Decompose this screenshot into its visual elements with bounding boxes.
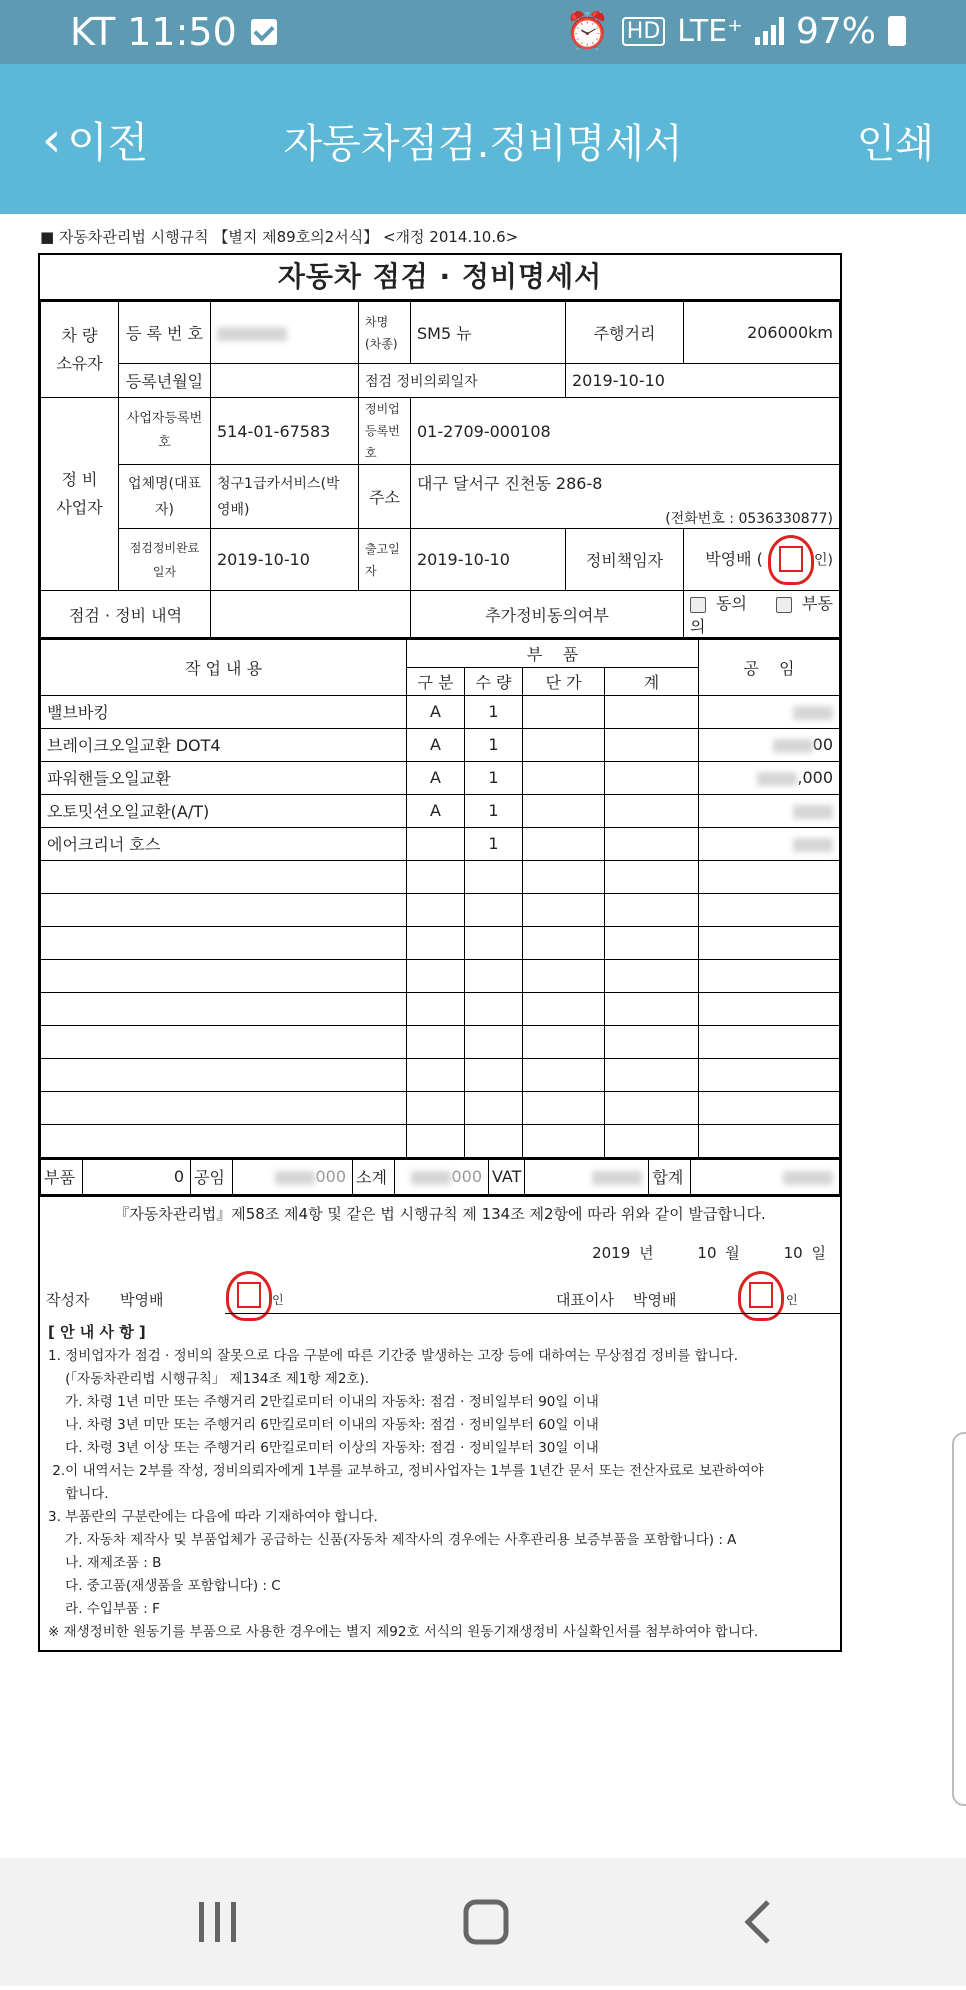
work-labor-cell <box>699 1058 840 1091</box>
battery-icon <box>888 16 906 46</box>
work-type-cell <box>407 827 465 860</box>
manager-label: 정비책임자 <box>566 529 684 591</box>
owner-business-table <box>40 301 840 638</box>
work-qty-cell: 1 <box>465 761 523 794</box>
guide-notes <box>40 1317 840 1650</box>
document-title: 자동차 점검 · 정비명세서 <box>40 255 840 301</box>
owner-section-label: 차 량 소유자 <box>41 302 119 398</box>
work-total-cell <box>605 1091 699 1124</box>
business-section-label: 정 비 사업자 <box>41 398 119 591</box>
work-name-cell <box>41 926 407 959</box>
work-rows <box>41 695 840 1157</box>
manager-cell: 박영배 ( 인) <box>684 529 840 591</box>
work-labor-cell <box>699 893 840 926</box>
redacted-amount <box>793 838 833 852</box>
scroll-handle[interactable] <box>952 1432 966 1806</box>
work-name-cell: 오토밋션오일교환(A/T) <box>41 794 407 827</box>
work-labor-cell <box>699 1091 840 1124</box>
work-labor-cell <box>699 827 840 860</box>
redacted-amount <box>793 706 833 720</box>
total-label: 합계 <box>649 1159 691 1195</box>
work-total-cell <box>605 728 699 761</box>
work-qty-cell: 1 <box>465 794 523 827</box>
labor-header: 공 임 <box>699 639 840 695</box>
extra-consent-label: 추가정비동의여부 <box>411 591 684 638</box>
car-name-value: SM5 뉴 <box>411 302 566 364</box>
release-date-value: 2019-10-10 <box>411 529 566 591</box>
work-name-cell <box>41 893 407 926</box>
subtotal-cell <box>395 1159 489 1195</box>
work-total-cell <box>605 827 699 860</box>
parts-header: 부 품 <box>407 639 699 667</box>
work-labor-cell <box>699 728 840 761</box>
work-type-cell: A <box>407 695 465 728</box>
guide-line: 3. 부품란의 구분란에는 다음에 따라 기재하여야 합니다. <box>48 1509 378 1525</box>
status-bar <box>0 0 966 64</box>
parts-sum-label: 부품 <box>41 1159 83 1195</box>
work-labor-cell <box>699 794 840 827</box>
guide-line: 가. 차령 1년 미만 또는 주행거리 2만킬로미터 이내의 자동차: 점검 · 정비일부터 90일 이내 <box>48 1394 599 1410</box>
work-unit-cell <box>523 926 605 959</box>
work-qty-cell: 1 <box>465 695 523 728</box>
vat-label: VAT <box>489 1159 525 1195</box>
issue-year-label: 년 <box>639 1244 654 1262</box>
company-value: 청구1급카서비스(박영배) <box>211 465 359 529</box>
work-total-cell <box>605 893 699 926</box>
work-labor-cell <box>699 959 840 992</box>
work-unit-cell <box>523 1058 605 1091</box>
work-name-cell: 브레이크오일교환 DOT4 <box>41 728 407 761</box>
work-name-cell <box>41 1091 407 1124</box>
ceo-in-label: 인 <box>786 1293 798 1307</box>
guide-line: 다. 중고품(재생품을 포함합니다) : C <box>48 1578 281 1594</box>
work-row <box>41 794 840 827</box>
unit-price-header: 단 가 <box>523 667 605 695</box>
subtotal-label: 소계 <box>353 1159 395 1195</box>
work-total-cell <box>605 1058 699 1091</box>
work-row <box>41 827 840 860</box>
work-name-cell <box>41 1025 407 1058</box>
work-row-empty <box>41 992 840 1025</box>
ceo-underline <box>730 1313 840 1314</box>
work-unit-cell <box>523 761 605 794</box>
work-unit-cell <box>523 827 605 860</box>
release-label: 출고일자 <box>359 529 411 591</box>
work-qty-cell <box>465 1058 523 1091</box>
work-type-cell <box>407 992 465 1025</box>
work-labor-cell <box>699 926 840 959</box>
work-qty-cell <box>465 1091 523 1124</box>
issue-month-label: 월 <box>725 1244 740 1262</box>
mileage-label: 주행거리 <box>566 302 684 364</box>
maint-reg-value: 01-2709-000108 <box>411 398 840 465</box>
work-name-cell <box>41 959 407 992</box>
nav-icons <box>0 1858 966 1986</box>
agree-checkbox[interactable] <box>690 597 706 613</box>
work-header: 작 업 내 용 <box>41 639 407 695</box>
work-row <box>41 761 840 794</box>
work-unit-cell <box>523 959 605 992</box>
work-name-cell <box>41 1058 407 1091</box>
lte-indicator: LTE⁺ <box>677 13 743 49</box>
vat-value <box>525 1159 649 1195</box>
navigation-bar <box>0 1858 966 1986</box>
work-type-cell: A <box>407 728 465 761</box>
guide-line: (「자동차관리법 시행규칙」 제134조 제1항 제2호). <box>48 1371 370 1387</box>
chevron-left-icon: ‹ <box>42 112 62 168</box>
writer-in-label: 인 <box>272 1293 284 1307</box>
labor-sum-value: 000 <box>315 1167 346 1187</box>
work-name-cell: 파워핸들오일교환 <box>41 761 407 794</box>
disagree-checkbox[interactable] <box>776 597 792 613</box>
page-title: 자동차점검.정비명세서 <box>283 121 683 167</box>
work-qty-cell <box>465 893 523 926</box>
labor-amount: ,000 <box>797 768 833 787</box>
guide-line: 가. 자동차 제작사 및 부품업체가 공급하는 신품(자동차 제작사의 경우에는 사후관리용 보증부품을 포함합니다) : A <box>48 1532 737 1548</box>
work-labor-cell <box>699 860 840 893</box>
reg-date-value <box>211 364 359 398</box>
guide-line: 나. 차령 3년 미만 또는 주행거리 6만킬로미터 이내의 자동차: 점검 · 정비일부터 60일 이내 <box>48 1417 599 1433</box>
guide-line: 합니다. <box>48 1486 109 1502</box>
ceo-label: 대표이사 <box>556 1291 614 1309</box>
work-row-empty <box>41 926 840 959</box>
work-total-cell <box>605 926 699 959</box>
biz-reg-value: 514-01-67583 <box>211 398 359 465</box>
work-row <box>41 695 840 728</box>
reg-no-value <box>211 302 359 364</box>
work-row-empty <box>41 1058 840 1091</box>
battery-percent: 97% <box>795 10 876 52</box>
type-header: 구 분 <box>407 667 465 695</box>
guide-lines <box>48 1345 832 1644</box>
issue-month: 10 <box>697 1244 717 1262</box>
issue-date <box>40 1224 840 1263</box>
totals-table <box>40 1158 840 1196</box>
work-qty-cell: 1 <box>465 728 523 761</box>
guide-line: 라. 수입부품 : F <box>48 1601 160 1617</box>
redacted-amount <box>773 739 813 753</box>
work-row-empty <box>41 1091 840 1124</box>
work-name-cell: 에어크리너 호스 <box>41 827 407 860</box>
work-total-cell <box>605 794 699 827</box>
work-unit-cell <box>523 794 605 827</box>
form-header-note: ■ 자동차관리법 시행규칙 【별지 제89호의2서식】 <개정 2014.10.6> <box>40 228 519 246</box>
work-row-empty <box>41 893 840 926</box>
work-unit-cell <box>523 992 605 1025</box>
work-total-cell <box>605 695 699 728</box>
work-qty-cell <box>465 860 523 893</box>
work-name-cell: 밸브바킹 <box>41 695 407 728</box>
details-value <box>211 591 411 638</box>
done-date-label: 점검정비완료일자 <box>119 529 211 591</box>
labor-sum-label: 공임 <box>191 1159 233 1195</box>
consent-options <box>684 591 840 638</box>
redacted-amount <box>757 772 797 786</box>
inspection-statement-document <box>38 226 840 1652</box>
work-table <box>40 638 840 1158</box>
labor-amount: 00 <box>812 735 833 754</box>
work-qty-cell <box>465 1025 523 1058</box>
work-total-cell <box>605 761 699 794</box>
work-labor-cell <box>699 761 840 794</box>
parts-total-header: 계 <box>605 667 699 695</box>
agree-label: 동의 <box>716 594 747 613</box>
issue-day-label: 일 <box>811 1244 826 1262</box>
car-name-label: 차명(차종) <box>359 302 411 364</box>
issue-text: 『자동차관리법』제58조 제4항 및 같은 법 시행규칙 제 134조 제2항에 따라 위와 같이 발급합니다. <box>114 1205 766 1223</box>
reg-no-label: 등 록 번 호 <box>119 302 211 364</box>
signal-icon <box>755 17 784 45</box>
work-unit-cell <box>523 1025 605 1058</box>
seal-suffix: 인) <box>814 552 833 568</box>
signature-row <box>40 1267 840 1317</box>
address-value: 대구 달서구 진천동 286-8 <box>417 474 603 493</box>
work-row-empty <box>41 1025 840 1058</box>
address-cell <box>411 465 840 529</box>
work-type-cell <box>407 1058 465 1091</box>
seal-stamp-icon <box>768 535 814 585</box>
work-type-cell <box>407 926 465 959</box>
hd-voice-icon: HD <box>622 17 665 46</box>
request-date-label: 점검 정비의뢰일자 <box>359 364 566 398</box>
work-unit-cell <box>523 695 605 728</box>
work-type-cell <box>407 860 465 893</box>
work-row-empty <box>41 1124 840 1157</box>
work-qty-cell <box>465 959 523 992</box>
home-icon[interactable] <box>466 1902 506 1942</box>
work-row <box>41 728 840 761</box>
work-row-empty <box>41 959 840 992</box>
issue-year: 2019 <box>592 1244 631 1262</box>
carrier-time: KT 11:50 <box>70 10 237 54</box>
work-name-cell <box>41 992 407 1025</box>
work-name-cell <box>41 1124 407 1157</box>
disagree-label: 부동의 <box>690 594 833 636</box>
work-type-cell <box>407 959 465 992</box>
parts-sum-value: 0 <box>83 1159 191 1195</box>
work-type-cell <box>407 1124 465 1157</box>
issue-day: 10 <box>783 1244 803 1262</box>
work-unit-cell <box>523 893 605 926</box>
work-type-cell: A <box>407 761 465 794</box>
work-qty-cell: 1 <box>465 827 523 860</box>
work-type-cell <box>407 893 465 926</box>
mileage-value: 206000km <box>684 302 840 364</box>
guide-line: 나. 재제조품 : B <box>48 1555 162 1571</box>
work-labor-cell <box>699 992 840 1025</box>
guide-line: 다. 차령 3년 이상 또는 주행거리 6만킬로미터 이상의 자동차: 점검 · 정비일부터 30일 이내 <box>48 1440 599 1456</box>
writer-label: 작성자 <box>46 1291 90 1309</box>
redacted-amount <box>793 805 833 819</box>
work-qty-cell <box>465 1124 523 1157</box>
work-total-cell <box>605 959 699 992</box>
work-labor-cell <box>699 695 840 728</box>
ceo-name: 박영배 <box>633 1291 677 1309</box>
phone-value: (전화번호 : 0536330877) <box>665 511 833 527</box>
maint-reg-label: 정비업등록번호 <box>359 398 411 465</box>
alarm-icon: ⏰ <box>564 11 610 52</box>
print-button[interactable]: 인쇄 <box>856 121 934 167</box>
guide-line: 2.이 내역서는 2부를 작성, 정비의뢰자에게 1부를 교부하고, 정비사업자는 1부를 1년간 문서 또는 전산자료로 보관하여야 <box>48 1463 764 1479</box>
work-total-cell <box>605 992 699 1025</box>
work-unit-cell <box>523 1124 605 1157</box>
statement-sheet <box>38 253 842 1652</box>
work-unit-cell <box>523 860 605 893</box>
back-nav-icon[interactable] <box>748 1902 768 1942</box>
writer-name: 박영배 <box>120 1291 164 1309</box>
company-label: 업체명(대표자) <box>119 465 211 529</box>
work-qty-cell <box>465 992 523 1025</box>
guide-line: 1. 정비업자가 점검 · 정비의 잘못으로 다음 구분에 따른 기간중 발생하는 고장 등에 대하여는 무상점검 정비를 합니다. <box>48 1348 739 1364</box>
done-date-value: 2019-10-10 <box>211 529 359 591</box>
back-label: 이전 <box>67 118 149 167</box>
work-unit-cell <box>523 728 605 761</box>
biz-reg-label: 사업자등록번호 <box>119 398 211 465</box>
work-total-cell <box>605 1124 699 1157</box>
work-total-cell <box>605 1025 699 1058</box>
guide-title: [ 안 내 사 항 ] <box>48 1323 146 1341</box>
qty-header: 수 량 <box>465 667 523 695</box>
manager-value: 박영배 <box>705 549 752 568</box>
work-total-cell <box>605 860 699 893</box>
work-type-cell <box>407 1025 465 1058</box>
work-labor-cell <box>699 1124 840 1157</box>
work-labor-cell <box>699 1025 840 1058</box>
reg-date-label: 등록년월일 <box>119 364 211 398</box>
address-label: 주소 <box>359 465 411 529</box>
writer-underline <box>225 1313 740 1314</box>
checkbox-notification-icon <box>251 19 277 45</box>
request-date-value: 2019-10-10 <box>566 364 840 398</box>
work-qty-cell <box>465 926 523 959</box>
app-bar <box>0 64 966 214</box>
subtotal-value: 000 <box>451 1167 482 1187</box>
details-label: 점검 · 정비 내역 <box>41 591 211 638</box>
issue-section <box>40 1195 840 1650</box>
work-name-cell <box>41 860 407 893</box>
work-type-cell <box>407 1091 465 1124</box>
guide-line: ※ 재생정비한 원동기를 부품으로 사용한 경우에는 별지 제92호 서식의 원동기재생정비 사실확인서를 첨부하여야 합니다. <box>48 1624 759 1640</box>
labor-sum-cell <box>233 1159 353 1195</box>
total-value <box>691 1159 840 1195</box>
work-row-empty <box>41 860 840 893</box>
recent-apps-icon[interactable] <box>199 1902 236 1942</box>
work-unit-cell <box>523 1091 605 1124</box>
work-type-cell: A <box>407 794 465 827</box>
